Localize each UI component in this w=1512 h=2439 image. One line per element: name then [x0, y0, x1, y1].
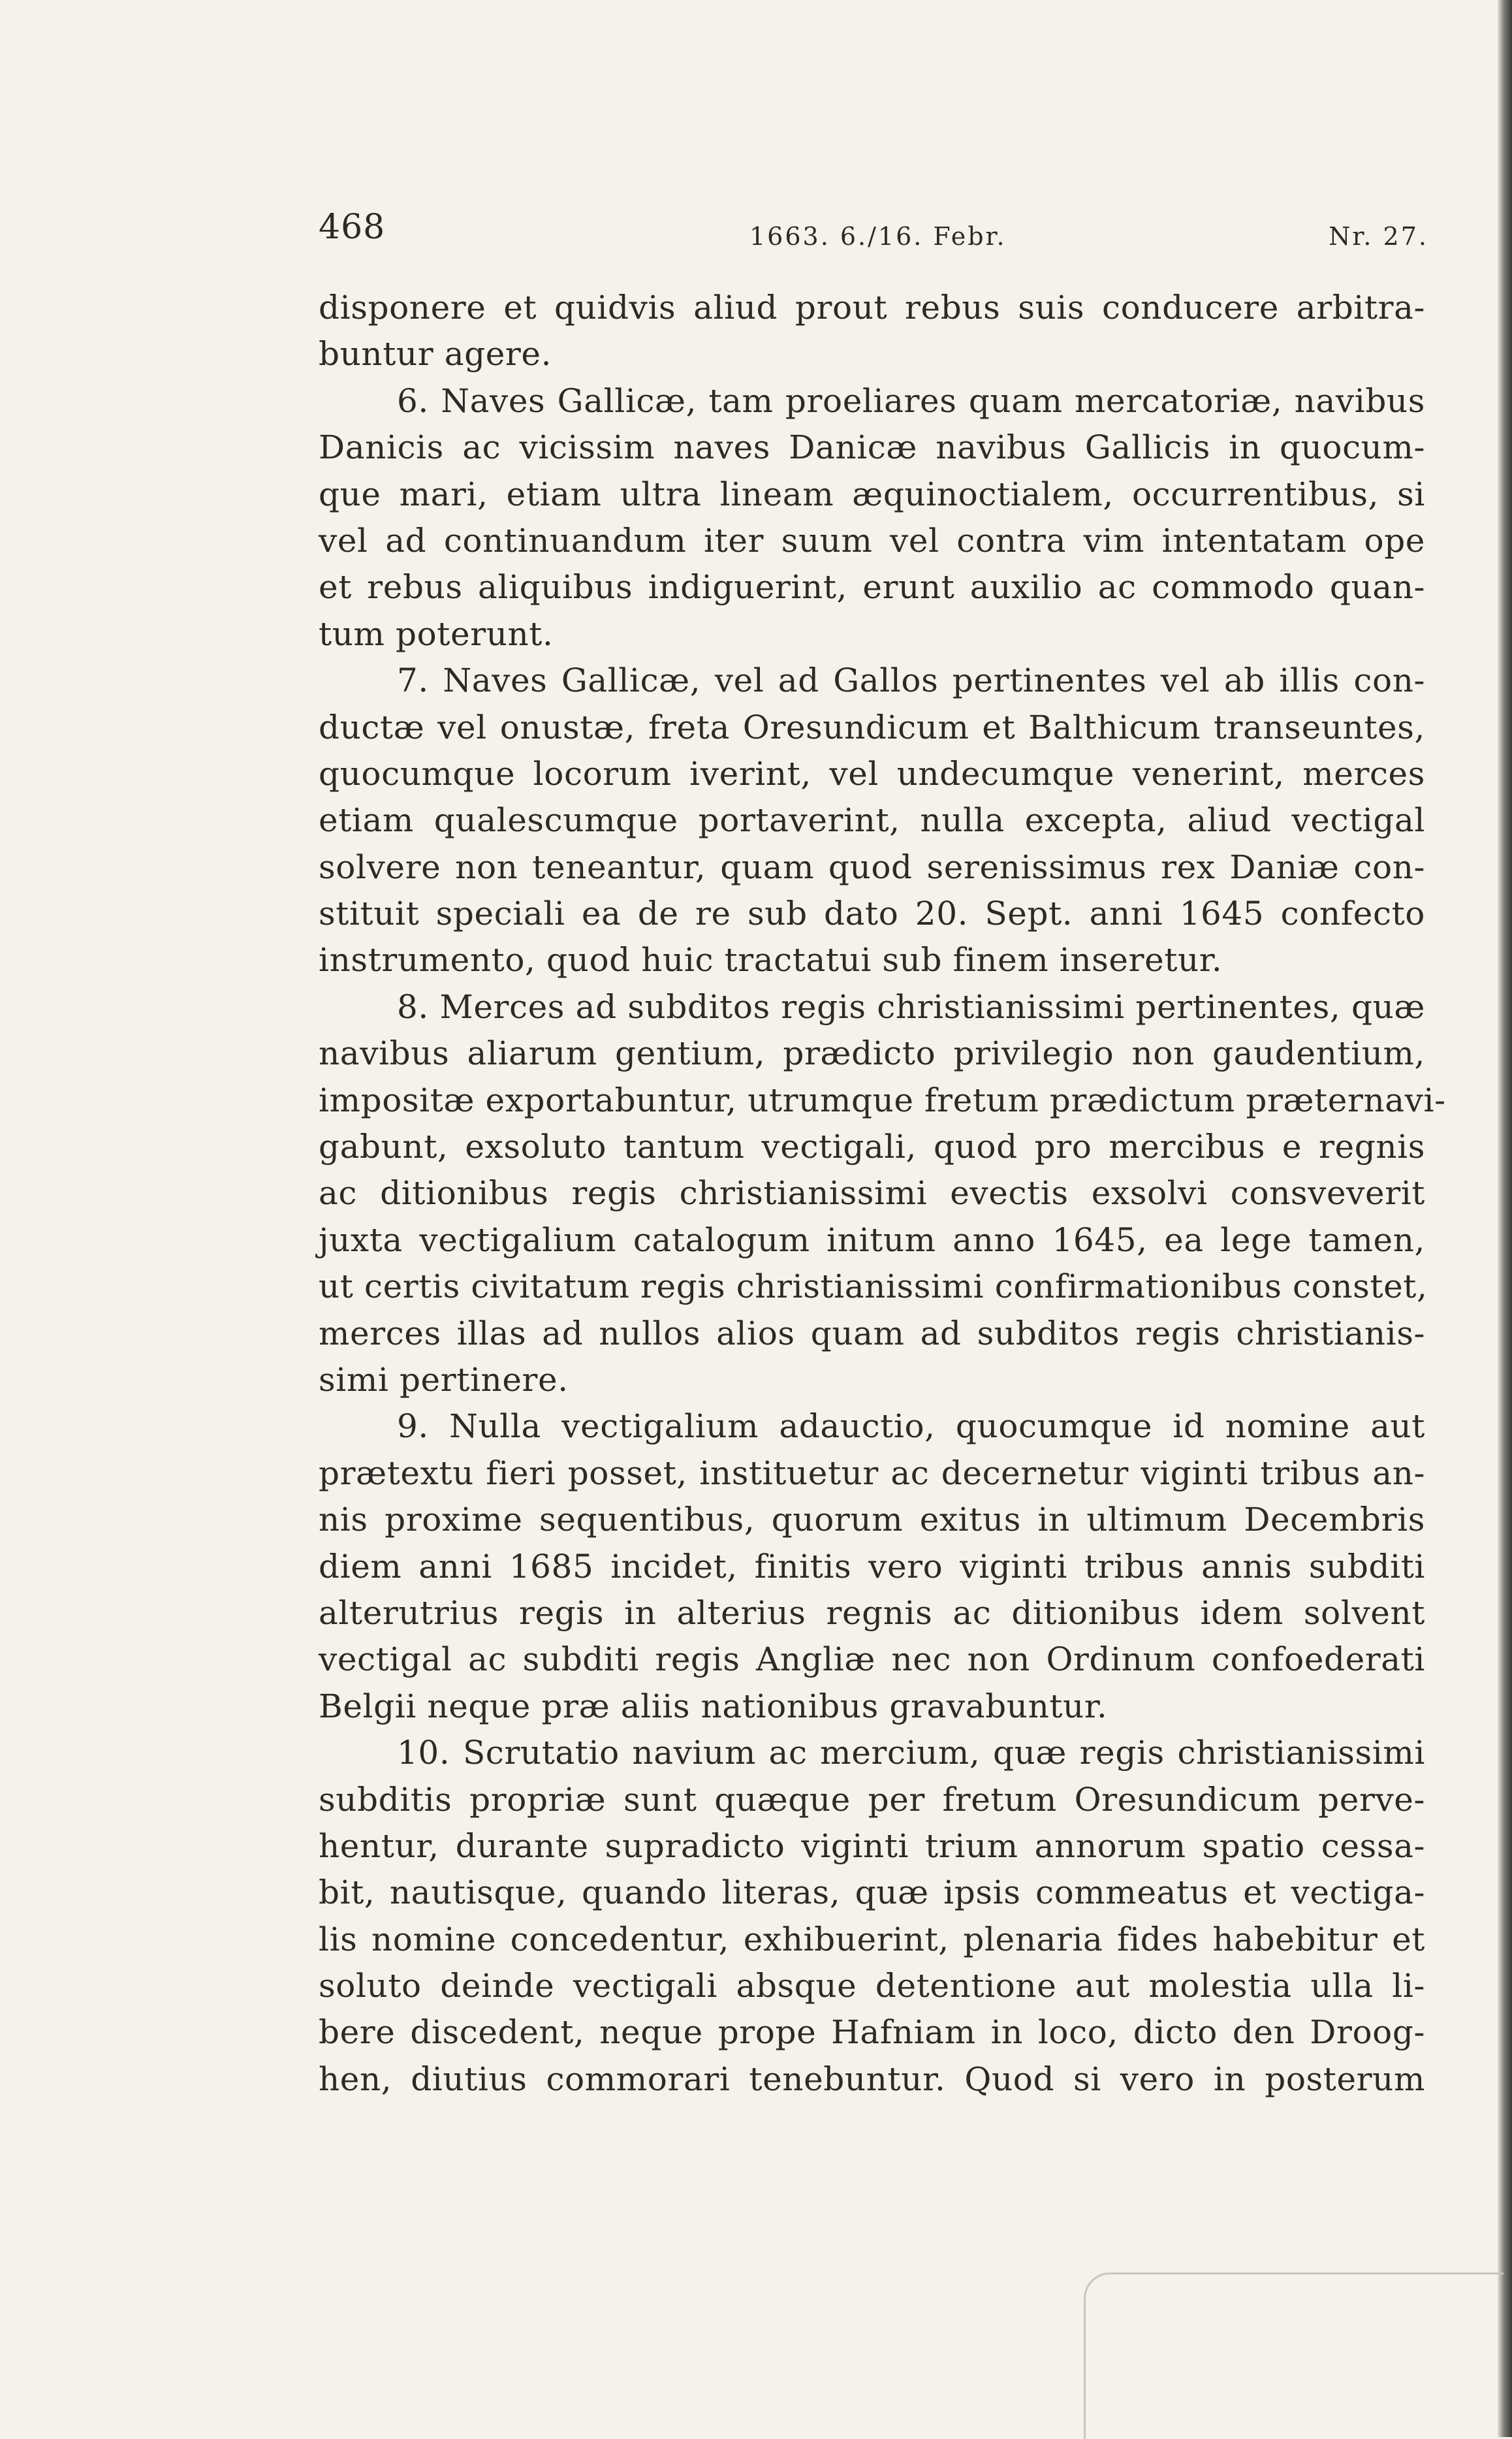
running-header [319, 208, 1428, 253]
text-line: alterutrius regis in alterius regnis ac ditionibus idem solvent [319, 1593, 1425, 1632]
text-line: vectigal ac subditi regis Angliæ nec non Ordinum confoederati [319, 1640, 1425, 1679]
text-line: merces illas ad nullos alios quam ad subditos regis christianis- [319, 1314, 1425, 1352]
text-line: Belgii neque præ aliis nationibus gravabuntur. [319, 1687, 1108, 1725]
paragraph-6-start: 6. Naves Gallicæ, tam proeliares quam mercatoriæ, navibus [397, 381, 1425, 420]
text-line: instrumento, quod huic tractatui sub finem inseretur. [319, 941, 1223, 980]
text-line: nis proxime sequentibus, quorum exitus in ultimum Decembris [319, 1501, 1425, 1539]
text-line: simi pertinere. [319, 1360, 569, 1399]
text-line: impositæ exportabuntur, utrumque fretum prædictum præternavi- [319, 1081, 1446, 1119]
paragraph-8-start: 8. Merces ad subditos regis christianissimi pertinentes, quæ [397, 987, 1425, 1026]
text-line: gabunt, exsoluto tantum vectigali, quod pro mercibus e regnis [319, 1128, 1425, 1166]
paragraph-7-start: 7. Naves Gallicæ, vel ad Gallos pertinentes vel ab illis con- [397, 662, 1425, 700]
paragraph-10-start: 10. Scrutatio navium ac mercium, quæ regis christianissimi [397, 1734, 1425, 1772]
text-line: bit, nautisque, quando literas, quæ ipsis commeatus et vectiga- [319, 1873, 1425, 1912]
text-line: et rebus aliquibus indiguerint, erunt auxilio ac commodo quan- [319, 568, 1425, 607]
text-line: Danicis ac vicissim naves Danicæ navibus Gallicis in quocum- [319, 428, 1425, 467]
text-line: ductæ vel onustæ, freta Oresundicum et Balthicum transeuntes, [319, 708, 1425, 746]
text-line: que mari, etiam ultra lineam æquinoctialem, occurrentibus, si [319, 475, 1425, 513]
text-line: hentur, durante supradicto viginti trium annorum spatio cessa- [319, 1826, 1425, 1865]
body-text [319, 285, 1446, 2103]
text-line: etiam qualescumque portaverint, nulla excepta, aliud vectigal [319, 801, 1425, 840]
text-line: diem anni 1685 incidet, finitis vero viginti tribus annis subditi [319, 1547, 1425, 1586]
text-line: vel ad continuandum iter suum vel contra vim intentatam ope [319, 521, 1425, 560]
text-line: navibus aliarum gentium, prædicto privilegio non gaudentium, [319, 1034, 1425, 1073]
paragraph-9-start: 9. Nulla vectigalium adauctio, quocumque id nomine aut [397, 1407, 1425, 1446]
page-number: 468 [319, 208, 386, 247]
document-number: Nr. 27. [1329, 222, 1428, 251]
text-line: quocumque locorum iverint, vel undecumque venerint, merces [319, 754, 1425, 793]
header-date: 1663. 6./16. Febr. [749, 222, 1007, 251]
page-edge-shadow [1498, 0, 1512, 2437]
text-line: buntur agere. [319, 335, 552, 374]
text-line: disponere et quidvis aliud prout rebus suis conducere arbitra- [319, 289, 1425, 327]
page-corner-fold [1084, 2272, 1504, 2439]
text-line: tum poterunt. [319, 614, 554, 653]
text-line: soluto deinde vectigali absque detentione aut molestia ulla li- [319, 1967, 1425, 2005]
text-line: solvere non teneantur, quam quod serenissimus rex Daniæ con- [319, 848, 1425, 886]
text-line: stituit speciali ea de re sub dato 20. Sept. anni 1645 confecto [319, 895, 1425, 933]
text-line: hen, diutius commorari tenebuntur. Quod si vero in posterum [319, 2060, 1425, 2098]
text-line: lis nomine concedentur, exhibuerint, plenaria fides habebitur et [319, 1920, 1425, 1958]
text-line: juxta vectigalium catalogum initum anno 1645, ea lege tamen, [319, 1220, 1425, 1259]
text-line: ac ditionibus regis christianissimi evectis exsolvi consveverit [319, 1174, 1425, 1213]
text-line: subditis propriæ sunt quæque per fretum Oresundicum perve- [319, 1780, 1425, 1819]
text-line: prætextu fieri posset, instituetur ac decernetur viginti tribus an- [319, 1454, 1425, 1492]
text-line: ut certis civitatum regis christianissimi confirmationibus constet, [319, 1267, 1428, 1306]
text-line: bere discedent, neque prope Hafniam in loco, dicto den Droog- [319, 2013, 1425, 2052]
